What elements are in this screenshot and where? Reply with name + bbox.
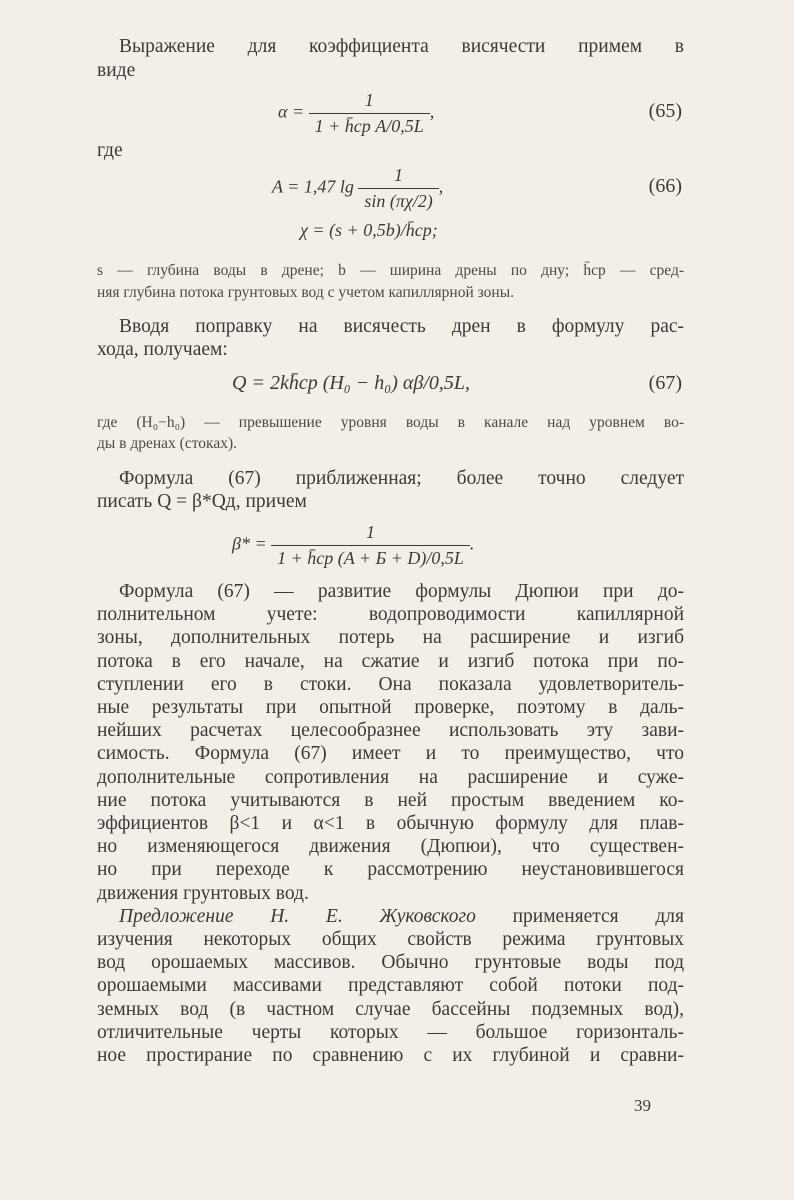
equation-67: Q = 2kh̄ср (H₀ − h₀) αβ/0,5L, (232, 372, 470, 394)
page-number: 39 (634, 1096, 651, 1115)
text-line: движения грунтовых вод. (97, 882, 309, 904)
text-line (119, 906, 684, 928)
text-line: зоны, дополнительных потерь на расширение и изгиб (97, 627, 684, 649)
text-line: дополнительные сопротивления на расширение и суже- (97, 766, 684, 788)
eq-numerator: 1 (364, 90, 374, 110)
equation-beta (232, 522, 474, 569)
eq-numerator: 1 (365, 522, 375, 542)
eq-lhs: A = 1,47 lg (272, 176, 354, 197)
text-line: ступлении его в стоки. Она показала удовлетворитель- (97, 673, 684, 695)
text-line: но при переходе к рассмотрению неустановившегося (97, 859, 684, 881)
text-line: симость. Формула (67) имеет и то преимущество, что (97, 743, 684, 765)
eq-denominator: sin (πχ/2) (358, 188, 438, 212)
text-line: ние потока учитываются в ней простым введением ко- (97, 789, 684, 811)
eq-denominator: 1 + h̄ср (A + Б + D)/0,5L (271, 545, 470, 569)
emphasized-text: Предложение Н. Е. Жуковского (119, 906, 476, 927)
eq-period: . (469, 533, 475, 554)
text-line: виде (97, 60, 136, 81)
eq-lhs: α = (278, 101, 305, 122)
text-line: отличительные черты которых — большое горизонталь- (97, 1021, 684, 1043)
text-span: применяется для (512, 906, 684, 927)
eq-denominator: 1 + h̄ср A/0,5L (309, 113, 430, 137)
note-line: ды в дренах (стоках). (97, 435, 238, 452)
eq-lhs: β* = (232, 533, 267, 554)
text-line: эффициентов β<1 и α<1 в обычную формулу для плав- (97, 813, 684, 834)
equation-66 (272, 165, 443, 212)
text-line: Выражение для коэффициента висячести примем в (119, 36, 684, 57)
text-line: где (97, 140, 123, 161)
text-line: ное простирание по сравнению с их глубиной и сравни- (97, 1045, 684, 1066)
text-line: Вводя поправку на висячесть дрен в формулу рас- (119, 316, 684, 337)
text-line: изучения некоторых общих свойств режима грунтовых (97, 929, 684, 950)
text-line: земных вод (в частном случае бассейны подземных вод), (97, 998, 684, 1020)
equation-label: (67) (648, 372, 682, 394)
text-line: писать Q = β*Qд, причем (97, 491, 307, 512)
eq-comma: , (429, 101, 435, 122)
note-line: где (H₀−h₀) — превышение уровня воды в канале над уровнем во- (97, 414, 684, 431)
text-line: потока в его начале, на сжатие и изгиб потока при по- (97, 650, 684, 672)
equation-65 (278, 90, 434, 137)
text-line: орошаемыми массивами представляют собой потоки под- (97, 975, 684, 997)
eq-comma: , (438, 176, 444, 197)
text-line: вод орошаемых массивов. Обычно грунтовые воды под (97, 952, 684, 974)
equation-chi: χ = (s + 0,5b)/h̄ср; (300, 220, 438, 240)
text-line: ные результаты при опытной проверке, поэтому в даль- (97, 697, 684, 718)
text-line: Формула (67) — развитие формулы Дюпюи при до- (119, 581, 684, 602)
text-line: полнительном учете: водопроводимости капиллярной (97, 604, 684, 626)
text-line: но изменяющегося движения (Дюпюи), что существен- (97, 836, 684, 858)
equation-label: (65) (648, 100, 682, 122)
text-line: нейших расчетах целесообразнее использовать эту зави- (97, 720, 684, 742)
text-line: хода, получаем: (97, 339, 228, 360)
note-line: s — глубина воды в дрене; b — ширина дрены по дну; h̄ср — сред- (97, 262, 684, 279)
note-line: няя глубина потока грунтовых вод с учетом капиллярной зоны. (97, 284, 515, 301)
text-line: Формула (67) приближенная; более точно следует (119, 468, 684, 489)
equation-label: (66) (648, 175, 682, 197)
eq-numerator: 1 (394, 165, 404, 185)
